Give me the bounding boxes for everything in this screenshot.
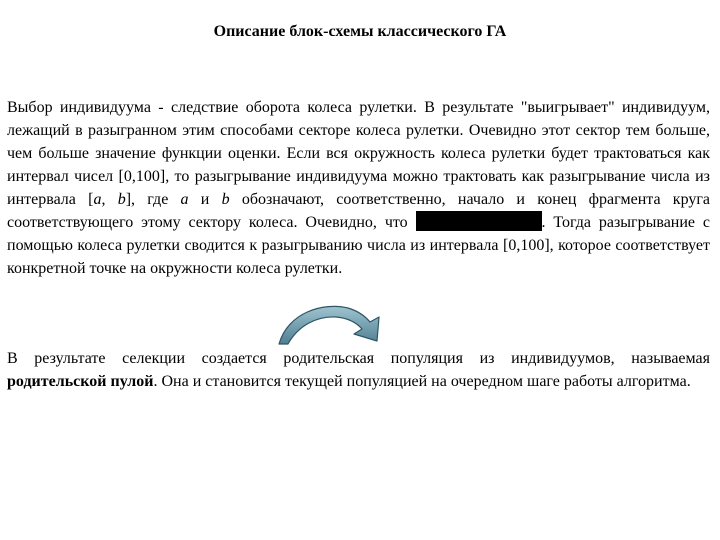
curved-arrow-shape: [279, 306, 379, 344]
p1-text-before: Выбор индивидуума - следствие оборота колеса рулетки. В результате "выигрывает" индивидуум, лежащий в разыгранном этим способами секторе колеса рулетки. Очевидно этот сектор тем больше, чем больше значение функции оценки. Если вся окружность колеса рулетки будет трактоваться как интервал чисел: [7, 99, 710, 185]
p1-comma: ,: [101, 191, 118, 208]
paragraph-roulette: [7, 96, 710, 280]
var-a-2: a: [180, 191, 189, 208]
p1-and: и: [188, 191, 222, 208]
redacted-formula-block: [416, 211, 542, 231]
p2-text-after: . Она и становится текущей популяцией на очередном шаге работы алгоритма.: [153, 373, 691, 390]
p1-text-end: , которое соответствует конкретной точке на окружности колеса рулетки.: [7, 237, 710, 277]
var-b-2: b: [221, 191, 230, 208]
paragraph-selection: [7, 347, 710, 393]
p2-text-before: В результате селекции создается родительская популяция из индивидуумов, называемая: [7, 350, 710, 367]
term-parent-pool: родительской пулой: [7, 373, 154, 390]
var-b: b: [117, 191, 126, 208]
p1-text-mid3: обозначают, соответственно, начало и конец фрагмента круга соответствующего этому сектору колеса. Очевидно, что: [7, 191, 711, 231]
var-a: a: [93, 191, 102, 208]
p1-text-after-redacted: . Тогда разыгрывание с помощью колеса рулетки сводится к разыгрыванию числа из интервала: [7, 214, 710, 254]
page-title: Описание блок-схемы классического ГА: [213, 23, 507, 40]
curved-arrow-icon: [276, 300, 386, 346]
p1-text-mid2: ], где: [125, 191, 181, 208]
p1-text-mid1: , то разыгрывание индивидуума можно трактовать как разыгрывание числа из интервала [: [7, 168, 711, 208]
interval-2: [0,100]: [502, 237, 550, 254]
interval-1: [0,100]: [118, 168, 166, 185]
